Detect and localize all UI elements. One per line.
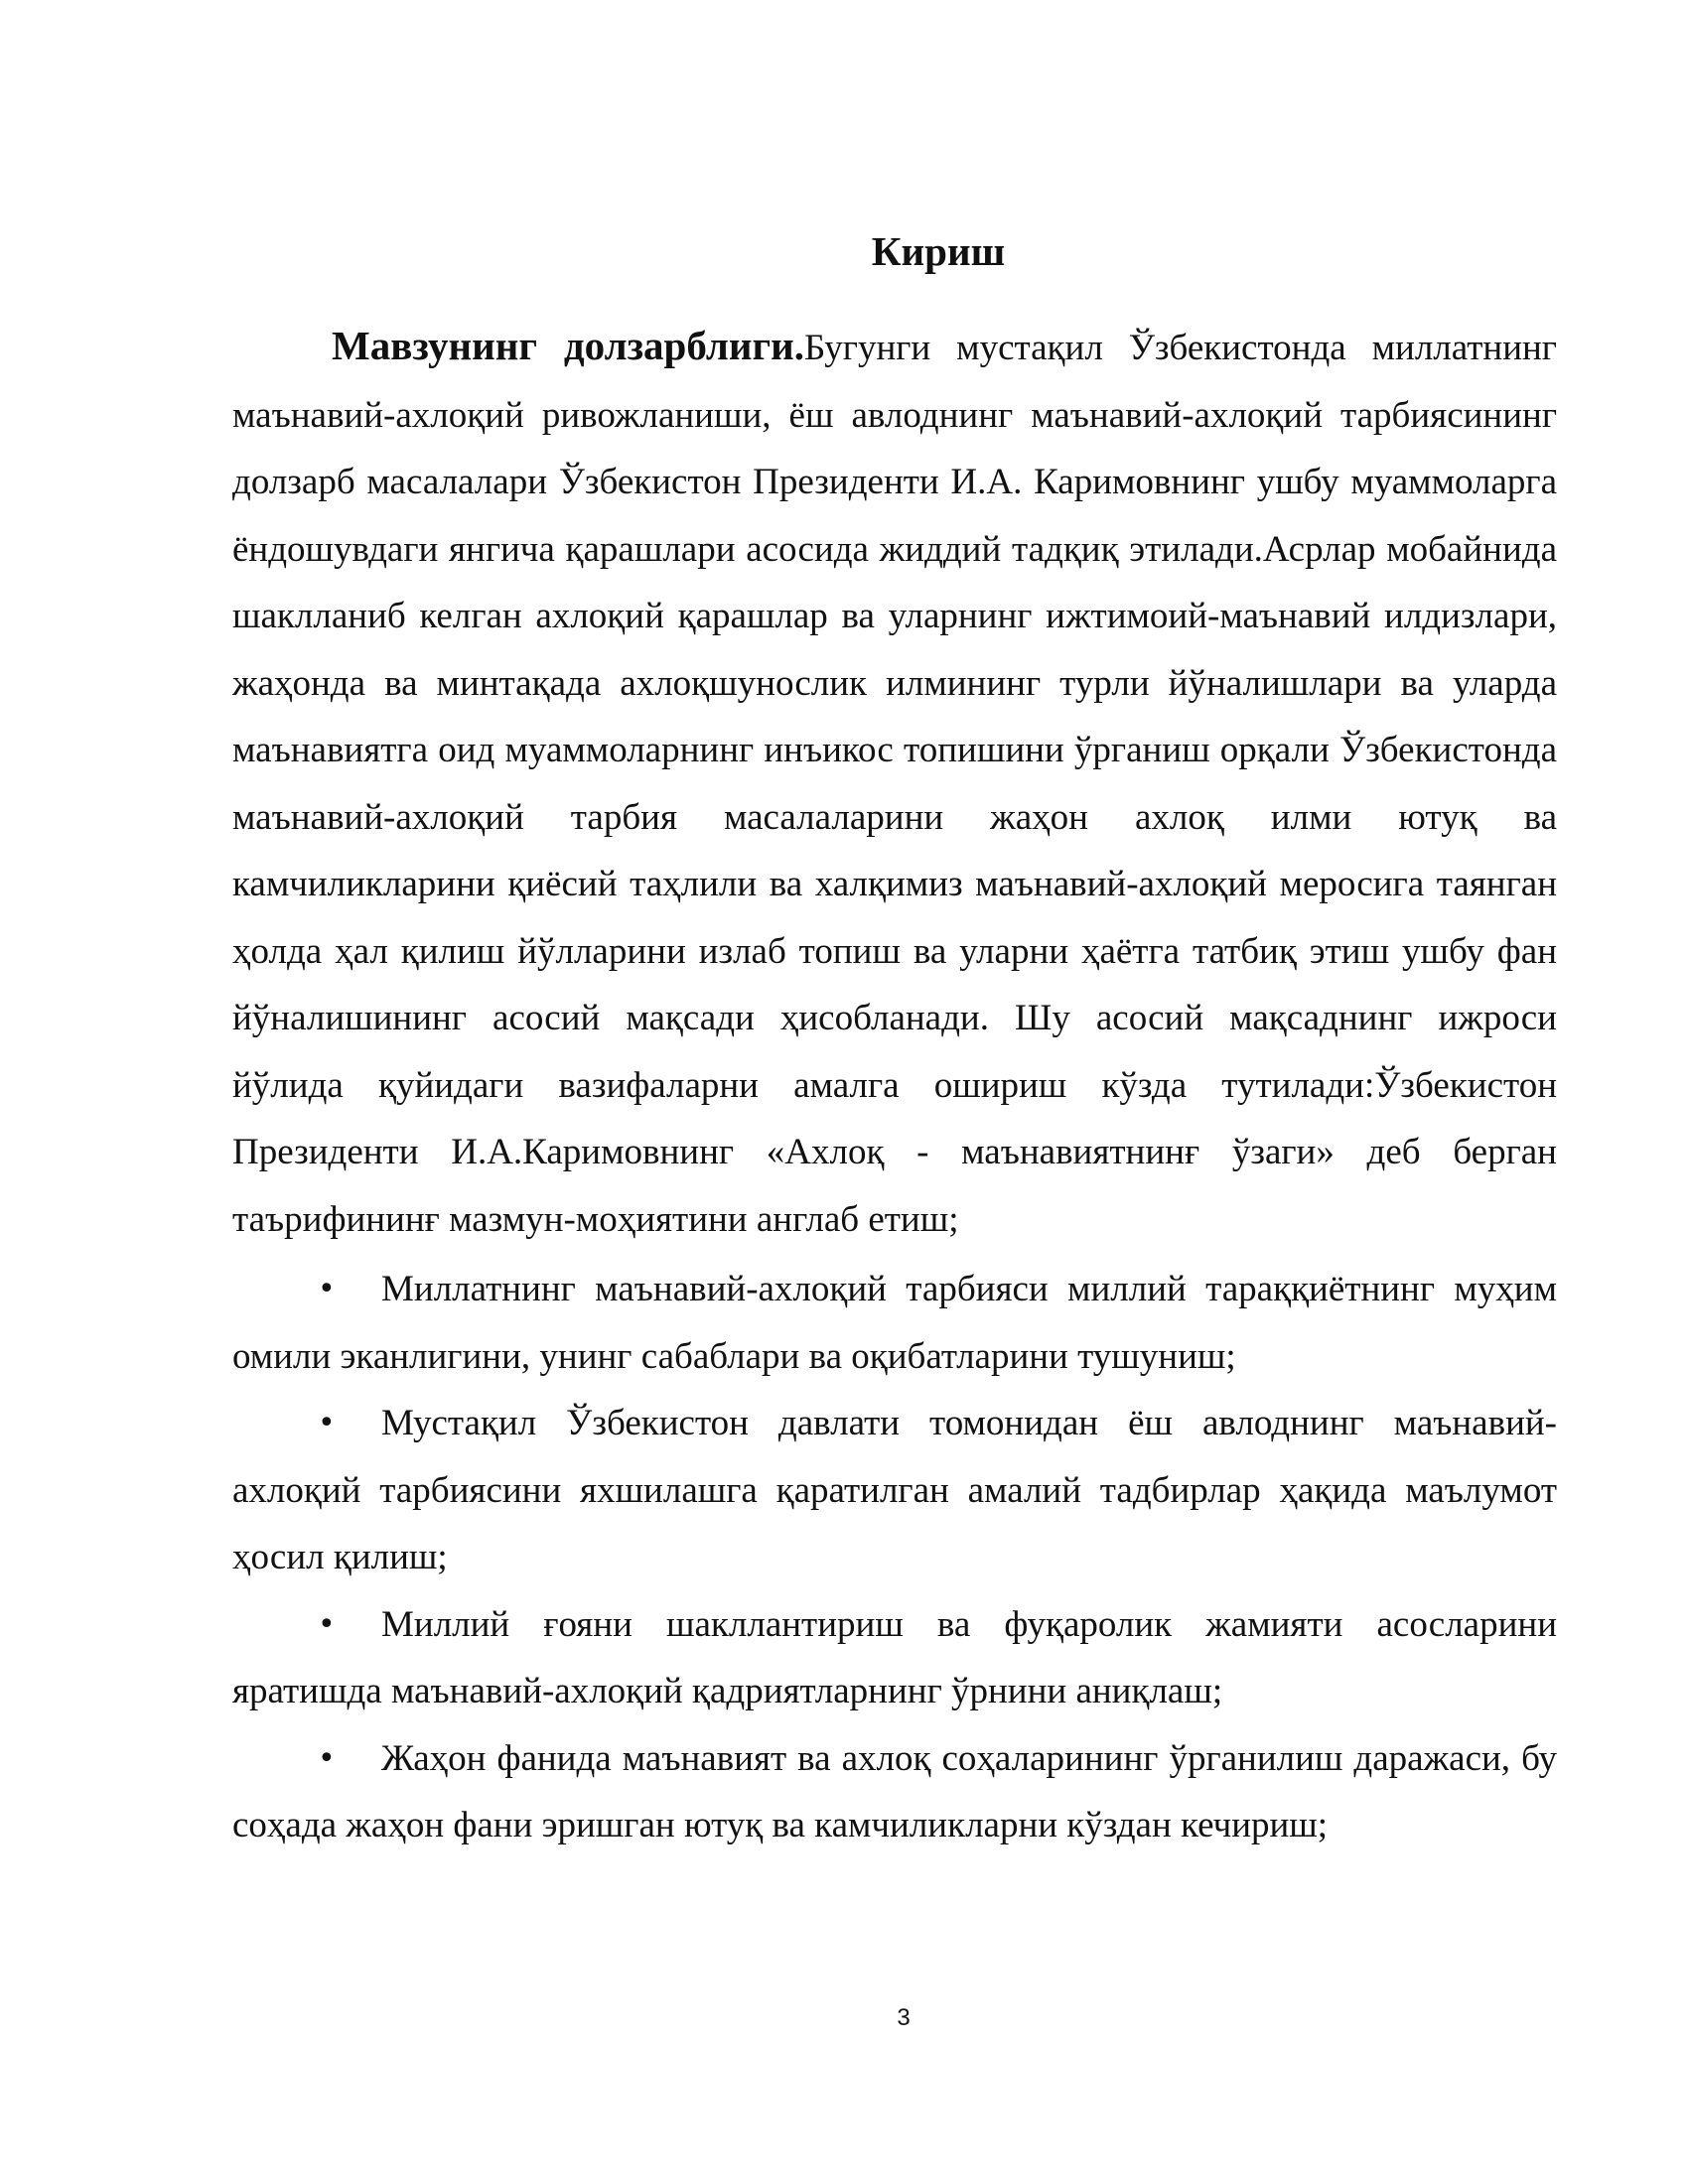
- bullet-icon: •: [318, 1740, 336, 1776]
- bullet-icon: •: [318, 1606, 336, 1642]
- list-item-text: Жаҳон фанида маънавият ва ахлоқ соҳаларининг ўрганилиш даражаси, бу соҳада жаҳон фани эришган ютуқ ва камчиликларни кўздан кечириш;: [232, 1737, 1557, 1845]
- list-item-text: Миллий ғояни шакллантириш ва фуқаролик жамияти асосларини яратишда маънавий-ахлоқий қадриятларнинг ўрнини аниқлаш;: [232, 1603, 1557, 1711]
- body-text: [232, 313, 1557, 1859]
- intro-lead: Мавзунинг долзарблиги.: [332, 323, 804, 368]
- bullet-icon: •: [318, 1406, 336, 1440]
- list-item: [232, 1390, 1557, 1591]
- list-item: [232, 1591, 1557, 1725]
- intro-text: Бугунги мустақил Ўзбекистонда миллатнинг маънавий-ахлоқий ривожланиши, ёш авлоднинг маънавий-ахлоқий тарбиясининг долзарб масалалари Ўзбекистон Президенти И.А. Каримовнинг ушбу муаммоларга ёндошувдаги янгича қарашлари асосида жиддий тадқиқ этилади.Асрлар мобайнида шаклланиб келган ахлоқий қарашлар ва уларнинг ижтимоий-маънавий илдизлари, жаҳонда ва минтақада ахлоқшунослик илмининг турли йўналишлари ва уларда маънавиятга оид муаммоларнинг инъикос топишини ўрганиш орқали Ўзбекистонда маънавий-ахлоқий тарбия масалаларини жаҳон ахлоқ илми ютуқ ва камчиликларини қиёсий таҳлили ва халқимиз маънавий-ахлоқий меросига таянган ҳолда ҳал қилиш йўлларини излаб топиш ва уларни ҳаётга татбиқ этиш ушбу фан йўналишининг асосий мақсади ҳисобланади. Шу асосий мақсаднинг ижроси йўлида қуйидаги вазифаларни амалга ошириш кўзда тутилади:Ўзбекистон Президенти И.А.Каримовнинг «Ахлоқ - маънавиятнинғ ўзаги» деб берган таърифининғ мазмун-моҳиятини англаб етиш;: [232, 328, 1557, 1240]
- task-list: [232, 1256, 1557, 1859]
- intro-paragraph: [232, 313, 1557, 1253]
- bullet-icon: •: [318, 1272, 336, 1306]
- page-title: Кириш: [871, 228, 1006, 274]
- list-item-text: Миллатнинг маънавий-ахлоқий тарбияси миллий тараққиётнинг муҳим омили эканлигини, унинг сабаблари ва оқибатларини тушуниш;: [232, 1269, 1557, 1377]
- list-item-text: Мустақил Ўзбекистон давлати томонидан ёш авлоднинг маънавий-ахлоқий тарбиясини яхшилашга қаратилган амалий тадбирлар ҳақида маълумот ҳосил қилиш;: [232, 1403, 1557, 1577]
- page-number: 3: [897, 2004, 911, 2031]
- list-item: [232, 1725, 1557, 1859]
- list-item: [232, 1256, 1557, 1390]
